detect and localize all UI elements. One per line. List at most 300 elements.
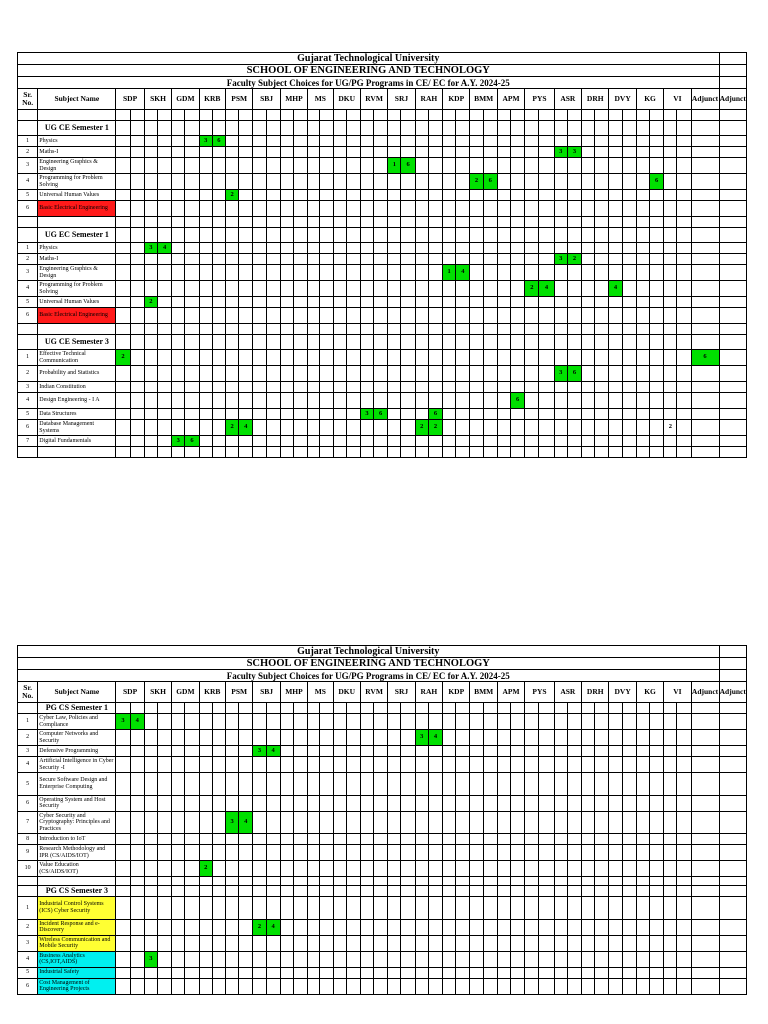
choice-cell	[374, 174, 388, 190]
choice-cell	[719, 811, 747, 834]
choice-cell	[497, 366, 510, 382]
choice-cell	[293, 746, 307, 757]
choice-cell	[609, 730, 622, 746]
choice-cell	[622, 201, 636, 217]
choice-cell	[554, 795, 567, 811]
choice-cell	[609, 897, 622, 920]
choice-cell	[582, 436, 595, 447]
choice-cell	[443, 845, 456, 861]
choice-cell	[622, 730, 636, 746]
choice-cell	[293, 967, 307, 978]
choice-cell	[582, 967, 595, 978]
subject-name: Cyber Security and Cryptography: Principles and Practices	[38, 811, 116, 834]
blank-cell	[333, 217, 346, 228]
subject-name: Effective Technical Communication	[38, 350, 116, 366]
choice-cell	[212, 265, 225, 281]
blank-cell	[483, 877, 497, 886]
choice-cell	[116, 919, 130, 935]
blank-cell	[212, 110, 225, 121]
choice-cell	[470, 136, 483, 147]
blank-cell	[609, 886, 622, 897]
col-faculty: SDP	[116, 89, 144, 110]
choice-cell	[443, 158, 456, 174]
choice-cell	[622, 811, 636, 834]
subject-name: Industrial Control Systems (ICS) Cyber Security	[38, 897, 116, 920]
blank-cell	[554, 447, 567, 458]
choice-cell	[443, 190, 456, 201]
choice-cell	[443, 350, 456, 366]
sr-no: 7	[18, 811, 38, 834]
choice-cell	[266, 243, 280, 254]
choice-cell	[609, 861, 622, 877]
blank-cell	[212, 335, 225, 350]
choice-cell	[199, 730, 212, 746]
blank-cell	[497, 335, 510, 350]
choice-cell	[511, 730, 525, 746]
choice-cell	[497, 265, 510, 281]
blank-cell	[443, 217, 456, 228]
choice-cell	[443, 897, 456, 920]
choice-cell	[388, 147, 401, 158]
choice-cell	[212, 845, 225, 861]
blank-cell	[18, 217, 38, 228]
choice-cell	[185, 147, 199, 158]
choice-cell	[185, 190, 199, 201]
blank-cell	[374, 217, 388, 228]
choice-cell	[470, 420, 483, 436]
choice-cell	[199, 158, 212, 174]
choice-cell	[650, 136, 664, 147]
choice-cell	[401, 281, 415, 297]
choice-cell	[497, 243, 510, 254]
choice-cell	[185, 861, 199, 877]
subject-name: Cyber Law, Policies and Compliance	[38, 714, 116, 730]
choice-cell	[664, 967, 677, 978]
col-faculty: RAH	[415, 89, 442, 110]
choice-cell	[253, 714, 266, 730]
choice-cell	[130, 174, 144, 190]
choice-cell	[280, 265, 293, 281]
blank-cell	[239, 877, 253, 886]
choice-value: 3	[144, 951, 157, 967]
choice-cell	[622, 190, 636, 201]
choice-cell	[719, 409, 747, 420]
blank-cell	[199, 703, 212, 714]
choice-cell	[320, 935, 333, 951]
choice-cell	[664, 795, 677, 811]
choice-cell	[609, 409, 622, 420]
blank-cell	[388, 217, 401, 228]
blank-cell	[415, 703, 428, 714]
choice-cell	[582, 409, 595, 420]
blank-cell	[483, 217, 497, 228]
choice-cell	[428, 265, 442, 281]
choice-cell	[622, 746, 636, 757]
choice-cell	[636, 190, 649, 201]
choice-cell	[470, 201, 483, 217]
choice-cell	[333, 174, 346, 190]
choice-cell	[116, 834, 130, 845]
choice-cell	[622, 382, 636, 393]
blank-cell	[225, 335, 238, 350]
blank-cell	[595, 217, 609, 228]
choice-cell	[539, 746, 554, 757]
blank-cell	[554, 228, 567, 243]
choice-cell	[225, 147, 238, 158]
choice-cell	[470, 190, 483, 201]
choice-cell	[280, 382, 293, 393]
choice-cell	[239, 350, 253, 366]
choice-cell	[388, 978, 401, 994]
sr-no: 4	[18, 951, 38, 967]
blank-cell	[691, 886, 719, 897]
choice-cell	[650, 243, 664, 254]
choice-cell	[239, 190, 253, 201]
choice-cell	[401, 919, 415, 935]
choice-cell	[225, 158, 238, 174]
choice-cell	[225, 757, 238, 773]
choice-cell	[185, 265, 199, 281]
choice-cell	[346, 281, 360, 297]
table-caption: Faculty Subject Choices for UG/PG Programs in CE/ EC for A.Y. 2024-25	[18, 77, 720, 89]
blank-cell	[333, 703, 346, 714]
choice-cell	[253, 757, 266, 773]
choice-cell	[415, 773, 428, 796]
choice-cell	[320, 190, 333, 201]
choice-cell	[470, 757, 483, 773]
choice-cell	[130, 935, 144, 951]
blank-cell	[18, 447, 38, 458]
blank-cell	[511, 324, 525, 335]
blank-cell	[497, 886, 510, 897]
blank-cell	[212, 877, 225, 886]
choice-cell	[293, 897, 307, 920]
choice-cell	[595, 861, 609, 877]
blank-cell	[582, 886, 595, 897]
choice-cell	[388, 382, 401, 393]
choice-cell	[719, 136, 747, 147]
choice-cell	[470, 730, 483, 746]
blank-cell	[582, 121, 595, 136]
choice-value: 2	[225, 420, 238, 436]
blank-cell	[225, 110, 238, 121]
choice-cell	[595, 254, 609, 265]
choice-cell	[595, 136, 609, 147]
choice-cell	[212, 714, 225, 730]
choice-cell	[212, 308, 225, 324]
choice-cell	[525, 861, 539, 877]
choice-cell	[320, 845, 333, 861]
choice-cell	[333, 254, 346, 265]
choice-cell	[539, 382, 554, 393]
choice-cell	[443, 978, 456, 994]
table-row	[18, 350, 747, 366]
choice-cell	[719, 935, 747, 951]
choice-cell	[280, 254, 293, 265]
choice-cell	[185, 243, 199, 254]
blank-cell	[443, 110, 456, 121]
blank-cell	[664, 217, 677, 228]
choice-cell	[691, 834, 719, 845]
blank-cell	[650, 886, 664, 897]
blank-cell	[225, 447, 238, 458]
choice-cell	[388, 967, 401, 978]
choice-cell	[225, 265, 238, 281]
blank-cell	[470, 324, 483, 335]
choice-cell	[677, 147, 691, 158]
choice-cell	[199, 254, 212, 265]
choice-cell	[333, 746, 346, 757]
choice-cell	[388, 190, 401, 201]
choice-cell	[280, 834, 293, 845]
choice-cell	[677, 281, 691, 297]
blank-cell	[360, 886, 373, 897]
choice-cell	[199, 308, 212, 324]
choice-cell	[158, 811, 172, 834]
choice-cell	[664, 757, 677, 773]
choice-cell	[677, 845, 691, 861]
choice-cell	[456, 935, 470, 951]
choice-cell	[622, 795, 636, 811]
choice-cell	[650, 147, 664, 158]
choice-cell	[130, 811, 144, 834]
choice-cell	[253, 308, 266, 324]
choice-cell	[539, 158, 554, 174]
table-row	[18, 281, 747, 297]
choice-cell	[239, 897, 253, 920]
choice-cell	[144, 201, 157, 217]
choice-cell	[664, 834, 677, 845]
choice-cell	[636, 136, 649, 147]
choice-cell	[253, 174, 266, 190]
school-title: SCHOOL OF ENGINEERING AND TECHNOLOGY	[18, 65, 720, 77]
choice-cell	[719, 382, 747, 393]
choice-cell	[320, 919, 333, 935]
sr-no: 10	[18, 861, 38, 877]
choice-cell	[539, 297, 554, 308]
choice-cell	[172, 951, 185, 967]
col-faculty: MS	[308, 682, 333, 703]
blank-cell	[567, 228, 581, 243]
choice-cell	[401, 951, 415, 967]
blank-cell	[266, 447, 280, 458]
blank-cell	[346, 703, 360, 714]
choice-cell	[172, 811, 185, 834]
blank-cell	[470, 877, 483, 886]
choice-cell	[225, 714, 238, 730]
choice-cell	[691, 409, 719, 420]
choice-cell	[293, 919, 307, 935]
choice-cell	[622, 409, 636, 420]
blank-cell	[225, 703, 238, 714]
subject-name: Universal Human Values	[38, 297, 116, 308]
col-faculty: SKH	[144, 89, 171, 110]
choice-cell	[582, 811, 595, 834]
choice-cell	[511, 382, 525, 393]
choice-cell	[539, 834, 554, 845]
blank-cell	[456, 121, 470, 136]
blank-cell	[595, 228, 609, 243]
choice-cell	[308, 281, 320, 297]
sr-no: 7	[18, 436, 38, 447]
choice-cell	[622, 834, 636, 845]
choice-cell	[428, 174, 442, 190]
choice-cell	[185, 409, 199, 420]
choice-cell	[308, 190, 320, 201]
choice-cell	[609, 243, 622, 254]
choice-cell	[333, 147, 346, 158]
blank-cell	[443, 228, 456, 243]
choice-cell	[144, 795, 157, 811]
choice-cell	[253, 730, 266, 746]
choice-cell	[172, 420, 185, 436]
choice-cell	[497, 409, 510, 420]
choice-cell	[185, 281, 199, 297]
blank-cell	[691, 110, 719, 121]
blank-cell	[158, 877, 172, 886]
choice-cell	[428, 436, 442, 447]
choice-cell	[456, 746, 470, 757]
choice-cell	[456, 436, 470, 447]
choice-cell	[691, 190, 719, 201]
choice-cell	[582, 366, 595, 382]
blank-cell	[650, 703, 664, 714]
choice-cell	[158, 436, 172, 447]
choice-cell	[677, 243, 691, 254]
choice-cell	[185, 897, 199, 920]
col-faculty: KG	[636, 682, 663, 703]
blank-cell	[636, 110, 649, 121]
choice-cell	[388, 201, 401, 217]
choice-cell	[374, 147, 388, 158]
choice-cell	[401, 746, 415, 757]
choice-cell	[567, 951, 581, 967]
choice-cell	[158, 158, 172, 174]
choice-cell	[130, 382, 144, 393]
choice-cell	[130, 265, 144, 281]
choice-cell	[308, 861, 320, 877]
choice-cell	[116, 436, 130, 447]
choice-cell	[360, 845, 373, 861]
choice-cell	[636, 420, 649, 436]
choice-value: 4	[609, 281, 622, 297]
choice-cell	[116, 382, 130, 393]
col-faculty: SBJ	[253, 682, 280, 703]
sr-no: 6	[18, 978, 38, 994]
blank-cell	[691, 217, 719, 228]
choice-cell	[293, 773, 307, 796]
choice-cell	[691, 243, 719, 254]
choice-cell	[346, 136, 360, 147]
choice-cell	[308, 201, 320, 217]
choice-cell	[470, 382, 483, 393]
choice-cell	[497, 350, 510, 366]
col-faculty: VI	[664, 89, 691, 110]
choice-cell	[525, 190, 539, 201]
blank-cell	[185, 110, 199, 121]
choice-cell	[293, 861, 307, 877]
blank-cell	[144, 703, 157, 714]
faculty-choice-sheet-1	[17, 52, 747, 458]
choice-cell	[650, 861, 664, 877]
choice-cell	[374, 350, 388, 366]
choice-cell	[401, 147, 415, 158]
choice-cell	[415, 366, 428, 382]
choice-cell	[239, 714, 253, 730]
blank-cell	[622, 121, 636, 136]
choice-cell	[650, 795, 664, 811]
choice-cell	[525, 382, 539, 393]
blank-cell	[293, 228, 307, 243]
blank-cell	[253, 121, 266, 136]
choice-cell	[609, 382, 622, 393]
choice-cell	[650, 919, 664, 935]
blank-cell	[511, 110, 525, 121]
choice-cell	[144, 136, 157, 147]
blank-cell	[18, 703, 38, 714]
col-faculty: DRH	[582, 89, 609, 110]
choice-cell	[443, 746, 456, 757]
blank-cell	[525, 703, 539, 714]
choice-cell	[280, 174, 293, 190]
table-row	[18, 978, 747, 994]
col-faculty: SKH	[144, 682, 171, 703]
choice-cell	[622, 281, 636, 297]
choice-cell	[225, 746, 238, 757]
blank-cell	[172, 886, 185, 897]
subject-name: Physics	[38, 136, 116, 147]
choice-cell	[212, 951, 225, 967]
choice-cell	[293, 136, 307, 147]
choice-cell	[320, 409, 333, 420]
choice-cell	[346, 861, 360, 877]
choice-cell	[719, 919, 747, 935]
choice-cell	[199, 350, 212, 366]
subject-name: Database Management Systems	[38, 420, 116, 436]
choice-cell	[456, 730, 470, 746]
choice-cell	[497, 935, 510, 951]
choice-cell	[239, 935, 253, 951]
choice-cell	[212, 757, 225, 773]
choice-cell	[212, 366, 225, 382]
choice-cell	[428, 967, 442, 978]
choice-cell	[567, 420, 581, 436]
choice-cell	[443, 297, 456, 308]
blank-cell	[650, 228, 664, 243]
choice-cell	[374, 265, 388, 281]
choice-cell	[280, 730, 293, 746]
choice-cell	[567, 350, 581, 366]
choice-cell	[130, 845, 144, 861]
blank-cell	[308, 110, 320, 121]
choice-cell	[253, 382, 266, 393]
choice-cell	[172, 978, 185, 994]
blank-cell	[280, 228, 293, 243]
choice-cell	[511, 254, 525, 265]
choice-cell	[636, 147, 649, 158]
blank-cell	[360, 121, 373, 136]
blank-cell	[185, 217, 199, 228]
subject-name: Data Structures	[38, 409, 116, 420]
col-faculty: BMM	[470, 682, 497, 703]
choice-cell	[456, 243, 470, 254]
blank-cell	[636, 703, 649, 714]
choice-cell	[691, 935, 719, 951]
choice-cell	[253, 834, 266, 845]
faculty-choice-sheet-2	[17, 645, 747, 995]
choice-cell	[185, 174, 199, 190]
choice-cell	[483, 757, 497, 773]
